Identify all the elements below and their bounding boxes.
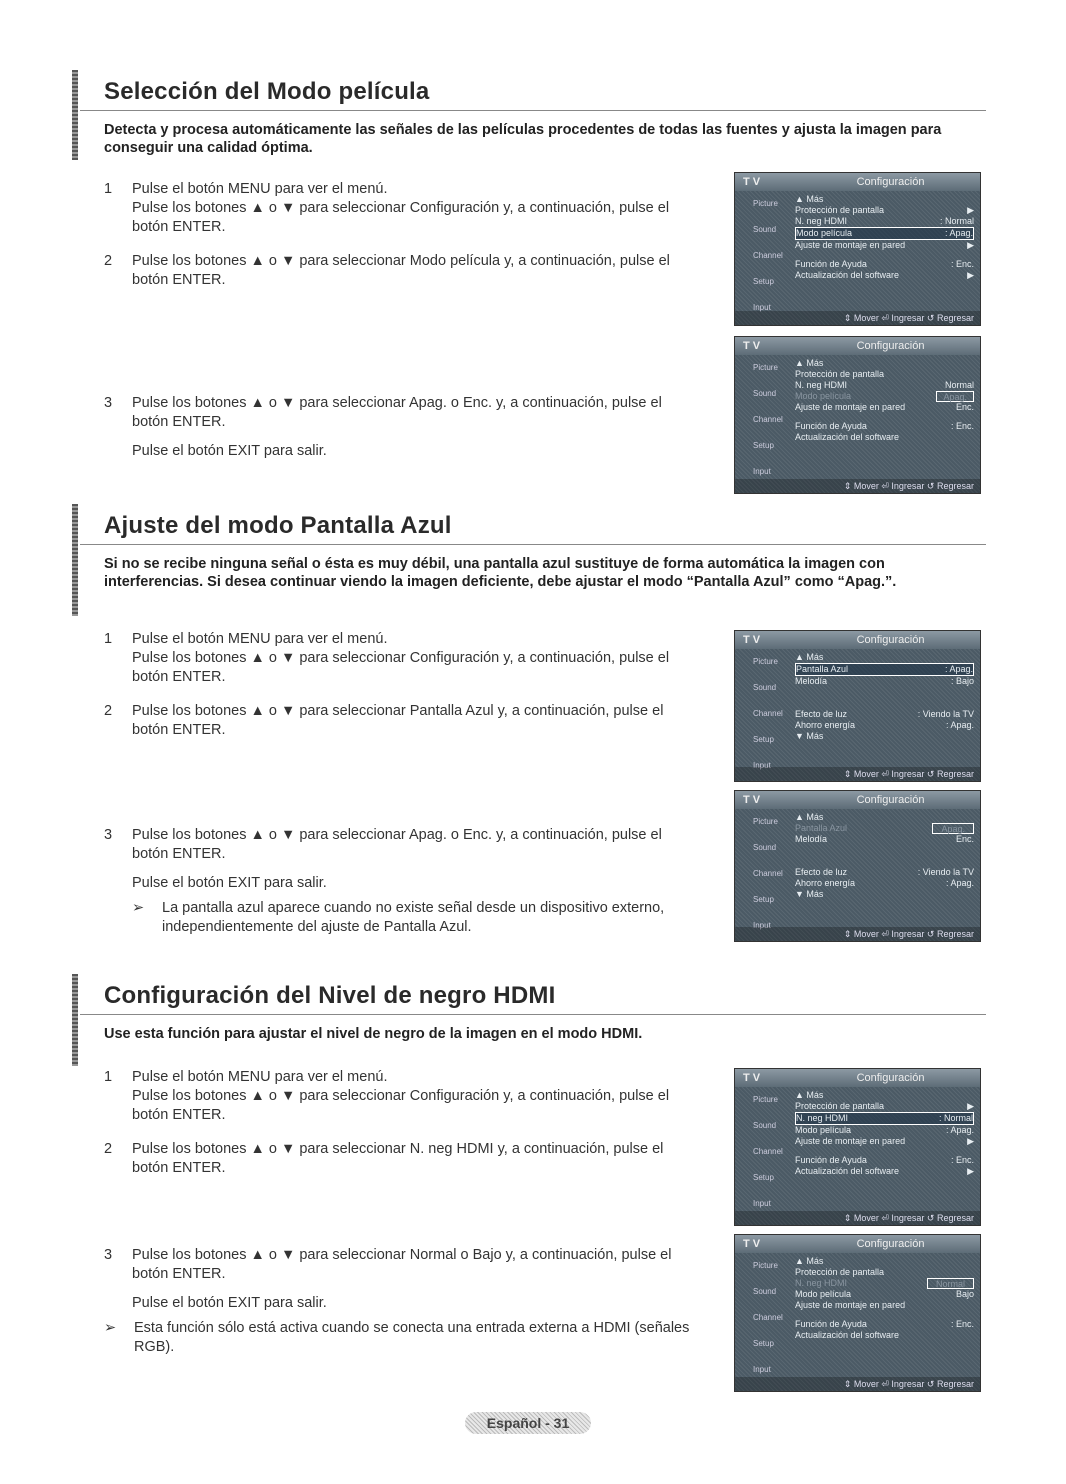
side-item: Channel [753, 709, 783, 718]
section-intro: Si no se recibe ninguna señal o ésta es muy débil, una pantalla azul sustituye de forma automática la imagen con interferencias. Si desea continuar viendo la imagen deficiente, debe ajustar el modo “Pantalla Azul” como “Apag.”. [104, 556, 897, 590]
side-item: Input [753, 1199, 771, 1208]
note-arrow-icon: ➢ [132, 900, 145, 916]
side-item: Channel [753, 415, 783, 424]
step-text: Pulse los botones ▲ o ▼ para seleccionar Configuración y, a continuación, pulse el botón ENTER. [132, 1088, 670, 1123]
step-1 [104, 630, 694, 687]
side-item: Picture [753, 1095, 778, 1104]
menu-item: Función de Ayuda : Enc. [795, 1319, 974, 1329]
step-number: 1 [104, 1069, 113, 1085]
tv-label: T V [743, 340, 761, 352]
menu-footer: ⇕ Mover ⏎ Ingresar ↺ Regresar [735, 767, 980, 781]
step-number: 3 [104, 1247, 113, 1263]
step-text: Pulse los botones ▲ o ▼ para seleccionar Configuración y, a continuación, pulse el botón ENTER. [132, 200, 670, 235]
menu-item: Protección de pantalla [795, 1267, 885, 1277]
side-item: Setup [753, 1339, 774, 1348]
side-item: Sound [753, 1287, 777, 1296]
tv-menu-screen [734, 1068, 981, 1226]
section-modo-pelicula [80, 66, 986, 157]
section-pantalla-azul [80, 500, 986, 591]
menu-item: Modo película : Apag. [795, 1125, 974, 1135]
step-text: Pulse los botones ▲ o ▼ para seleccionar Pantalla Azul y, a continuación, pulse el botón ENTER. [132, 703, 664, 738]
step-text: Pulse el botón MENU para ver el menú. [132, 181, 388, 197]
menu-item: Ajuste de montaje en pared Enc. [795, 402, 974, 412]
menu-item: Protección de pantalla [795, 369, 885, 379]
side-item: Setup [753, 441, 774, 450]
side-menu [735, 1087, 793, 1217]
menu-item: ▲ Más [795, 652, 824, 662]
section-bar [72, 974, 78, 1066]
side-item: Channel [753, 251, 783, 260]
step-text: Pulse el botón EXIT para salir. [132, 875, 327, 891]
menu-item: Ajuste de montaje en pared ▶ [795, 240, 974, 250]
section-header [80, 66, 986, 111]
menu-item: Modo película Bajo [795, 1289, 974, 1299]
step-text: Pulse los botones ▲ o ▼ para seleccionar Apag. o Enc. y, a continuación, pulse el botón ENTER. [132, 827, 662, 862]
menu-title: Configuración [856, 794, 925, 806]
menu-item: Pantalla Azul Apag. [795, 823, 974, 834]
menu-item: Función de Ayuda : Enc. [795, 259, 974, 269]
menu-item: ▲ Más [795, 1256, 824, 1266]
menu-title: Configuración [856, 1072, 925, 1084]
step-number: 2 [104, 1141, 113, 1157]
step-text: Pulse los botones ▲ o ▼ para seleccionar Apag. o Enc. y, a continuación, pulse el botón ENTER. [132, 395, 662, 430]
side-item: Setup [753, 895, 774, 904]
section-header [80, 970, 986, 1015]
side-item: Sound [753, 1121, 777, 1130]
side-menu [735, 191, 793, 321]
side-item: Setup [753, 1173, 774, 1182]
step-text: Pulse los botones ▲ o ▼ para seleccionar Modo película y, a continuación, pulse el botón ENTER. [132, 253, 670, 288]
menu-item: Efecto de luz : Viendo la TV [795, 709, 974, 719]
step-3 [104, 1246, 694, 1357]
tv-label: T V [743, 1072, 761, 1084]
step-text: Pulse los botones ▲ o ▼ para seleccionar N. neg HDMI y, a continuación, pulse el botón ENTER. [132, 1141, 664, 1176]
menu-item: Función de Ayuda : Enc. [795, 421, 974, 431]
side-item: Picture [753, 1261, 778, 1270]
step-number: 2 [104, 703, 113, 719]
menu-title: Configuración [856, 634, 925, 646]
side-menu [735, 809, 793, 939]
side-item: Channel [753, 1147, 783, 1156]
side-item: Setup [753, 735, 774, 744]
menu-title: Configuración [856, 1238, 925, 1250]
step-number: 1 [104, 181, 113, 197]
menu-item: ▲ Más [795, 1090, 824, 1100]
side-item: Picture [753, 199, 778, 208]
menu-footer: ⇕ Mover ⏎ Ingresar ↺ Regresar [735, 1211, 980, 1225]
side-menu [735, 649, 793, 779]
section-bar [72, 70, 78, 160]
page-number: Español - 31 [465, 1412, 591, 1434]
tv-label: T V [743, 794, 761, 806]
side-item: Picture [753, 363, 778, 372]
menu-item: Ahorro energía : Apag. [795, 720, 974, 730]
step-1 [104, 1068, 694, 1125]
side-item: Sound [753, 225, 777, 234]
note: ➢ Esta función sólo está activa cuando se conecta una entrada externa a HDMI (señales RGB). [104, 1320, 690, 1355]
menu-item-selected: Modo película : Apag. [796, 228, 973, 238]
menu-item: Actualización del software ▶ [795, 270, 974, 280]
step-text: Pulse el botón MENU para ver el menú. [132, 631, 388, 647]
side-item: Channel [753, 869, 783, 878]
step-number: 1 [104, 631, 113, 647]
tv-menu-screen [734, 790, 981, 942]
menu-footer: ⇕ Mover ⏎ Ingresar ↺ Regresar [735, 1377, 980, 1391]
note: ➢ La pantalla azul aparece cuando no existe señal desde un dispositivo externo, independientemente del ajuste de Pantalla Azul. [132, 900, 665, 935]
section-intro: Use esta función para ajustar el nivel de negro de la imagen en el modo HDMI. [104, 1026, 643, 1042]
side-item: Input [753, 467, 771, 476]
menu-item: ▲ Más [795, 194, 824, 204]
tv-menu-screen [734, 630, 981, 782]
menu-item: Melodía Enc. [795, 834, 974, 844]
step-text: Pulse el botón EXIT para salir. [132, 443, 327, 459]
menu-title: Configuración [856, 340, 925, 352]
step-number: 3 [104, 827, 113, 843]
side-item: Input [753, 921, 771, 930]
step-text: Pulse los botones ▲ o ▼ para seleccionar Configuración y, a continuación, pulse el botón ENTER. [132, 650, 670, 685]
menu-item: Melodía : Bajo [795, 676, 974, 686]
step-1 [104, 180, 694, 237]
step-2 [104, 1140, 694, 1178]
step-text: Pulse los botones ▲ o ▼ para seleccionar Normal o Bajo y, a continuación, pulse el botón ENTER. [132, 1247, 672, 1282]
section-title: Ajuste del modo Pantalla Azul [104, 512, 452, 539]
step-3 [104, 394, 694, 461]
tv-menu-screen [734, 336, 981, 494]
menu-item: Protección de pantalla ▶ [795, 205, 974, 215]
menu-item: Ajuste de montaje en pared ▶ [795, 1136, 974, 1146]
side-item: Picture [753, 817, 778, 826]
menu-item: Modo película Apag. [795, 391, 974, 402]
menu-item: Función de Ayuda : Enc. [795, 1155, 974, 1165]
side-item: Input [753, 761, 771, 770]
menu-item-selected: Pantalla Azul : Apag. [796, 664, 973, 674]
side-menu [735, 1253, 793, 1383]
menu-item: ▲ Más [795, 812, 824, 822]
section-bar [72, 504, 78, 616]
side-item: Picture [753, 657, 778, 666]
note-arrow-icon: ➢ [104, 1320, 117, 1336]
section-nivel-negro-hdmi [80, 970, 986, 1043]
tv-menu-screen [734, 1234, 981, 1392]
step-number: 3 [104, 395, 113, 411]
section-title: Selección del Modo película [104, 78, 430, 105]
menu-item: Ahorro energía : Apag. [795, 878, 974, 888]
menu-item-selected: N. neg HDMI : Normal [796, 1113, 973, 1123]
menu-item: Protección de pantalla ▶ [795, 1101, 974, 1111]
side-menu [735, 355, 793, 485]
side-item: Sound [753, 683, 777, 692]
menu-footer: ⇕ Mover ⏎ Ingresar ↺ Regresar [735, 479, 980, 493]
side-item: Sound [753, 843, 777, 852]
menu-item: ▲ Más [795, 358, 824, 368]
side-item: Channel [753, 1313, 783, 1322]
step-text: Pulse el botón MENU para ver el menú. [132, 1069, 388, 1085]
menu-item: ▼ Más [795, 731, 824, 741]
side-item: Setup [753, 277, 774, 286]
section-title: Configuración del Nivel de negro HDMI [104, 982, 556, 1009]
menu-item: Ajuste de montaje en pared [795, 1300, 906, 1310]
step-2 [104, 252, 694, 290]
step-2 [104, 702, 694, 740]
section-header [80, 500, 986, 545]
step-number: 2 [104, 253, 113, 269]
menu-item: Efecto de luz : Viendo la TV [795, 867, 974, 877]
menu-item: N. neg HDMI Normal [795, 380, 974, 390]
step-text: Pulse el botón EXIT para salir. [132, 1295, 327, 1311]
menu-item: N. neg HDMI Normal [795, 1278, 974, 1289]
side-item: Sound [753, 389, 777, 398]
menu-item: N. neg HDMI : Normal [795, 216, 974, 226]
menu-title: Configuración [856, 176, 925, 188]
menu-item: ▼ Más [795, 889, 824, 899]
tv-label: T V [743, 176, 761, 188]
tv-label: T V [743, 1238, 761, 1250]
step-3 [104, 826, 694, 937]
menu-item: Actualización del software [795, 432, 900, 442]
side-item: Input [753, 1365, 771, 1374]
tv-label: T V [743, 634, 761, 646]
side-item: Input [753, 303, 771, 312]
tv-menu-screen [734, 172, 981, 326]
section-intro: Detecta y procesa automáticamente las señales de las películas procedentes de todas las fuentes y ajusta la imagen para conseguir una calidad óptima. [104, 122, 942, 156]
menu-item: Actualización del software ▶ [795, 1166, 974, 1176]
menu-footer: ⇕ Mover ⏎ Ingresar ↺ Regresar [735, 311, 980, 325]
menu-item: Actualización del software [795, 1330, 900, 1340]
menu-footer: ⇕ Mover ⏎ Ingresar ↺ Regresar [735, 927, 980, 941]
